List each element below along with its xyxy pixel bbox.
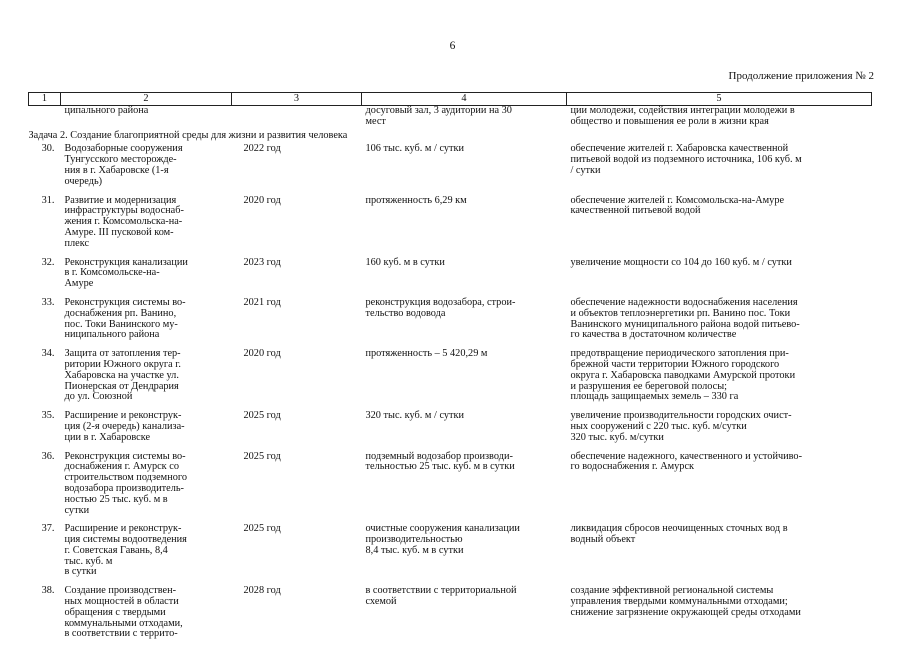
line: 160 куб. м в сутки [365,256,445,268]
header-cell-5: 5 [567,93,872,106]
line: протяженность 6,29 км [365,194,467,206]
cell-year: 2025 год [243,523,281,535]
line: реконструкция водозабора, строи- [365,296,516,308]
cell-name: ципального района [64,105,149,116]
line: ния в г. Хабаровске (1-я [64,164,169,176]
header-cell-4: 4 [362,93,567,106]
cell-name [61,408,232,448]
line: округа г. Хабаровска паводками Амурской протоки [570,369,796,381]
line: в соответствии с территориальной [365,585,517,597]
line: ритории Южного округа г. [64,358,181,370]
line: качественной питьевой водой [570,205,701,217]
line: Реконструкция системы во- [64,450,186,462]
line: го водоснабжения г. Амурск [570,461,695,473]
line: общество и повышения ее роли в жизни края [570,115,769,127]
cell-indicator [362,295,567,346]
cell-name [61,449,232,522]
line: г. Советская Гавань, 8,4 [64,544,168,556]
table-row [29,521,872,583]
line: тельностью 25 тыс. куб. м в сутки [365,461,515,473]
task-row [29,131,872,142]
line: подземный водозабор производи- [365,450,513,462]
line: ликвидация сбросов неочищенных сточных вод в [570,523,788,535]
line: схемой [365,596,397,608]
line: го качества в достаточном количестве [570,329,737,341]
line: Ванинского муниципального района водой питьево- [570,318,800,330]
cell-number: 31. [41,194,55,206]
cell-indicator [362,141,567,192]
line: обеспечение надежности водоснабжения населения [570,296,798,308]
line: Водозаборные сооружения [64,143,183,155]
cell-year: 2025 год [243,450,281,462]
cell-number: 38. [41,585,55,597]
line: / сутки [570,164,601,176]
line: ции в г. Хабаровске [64,431,151,443]
line: коммунальными отходами, [64,617,183,629]
line: ных мощностей в области [64,596,179,608]
cell-indicator [362,346,567,408]
cell-result [567,408,872,448]
line: Пионерская от Дендрария [64,380,179,392]
table-row [29,193,872,255]
line: мест [365,115,386,127]
cell-number: 37. [41,523,55,535]
cell-result [567,521,872,583]
line: предотвращение периодического затопления при- [570,348,789,360]
cell-year: 2025 год [243,410,281,422]
cell-indicator [362,106,567,131]
line: обращения с твердыми [64,606,166,618]
document-body [28,92,871,645]
cell-year: 2023 год [243,256,281,268]
line: и разрушения ее береговой полосы; [570,380,728,392]
line: Амуре [64,278,94,290]
line: 320 тыс. куб. м/сутки [570,431,664,443]
line: тыс. куб. м [64,555,113,567]
line: производительностью [365,534,463,546]
header-row [29,93,872,106]
cell-result [567,193,872,255]
cell-year: 2028 год [243,585,281,597]
program-table [28,92,872,645]
line: Амуре. III пусковой ком- [64,226,174,238]
cell-name [61,255,232,295]
line: Расширение и реконструк- [64,410,182,422]
cell-number: 34. [41,348,55,360]
line: протяженность – 5 420,29 м [365,348,488,360]
table-row [29,141,872,192]
line: до ул. Союзной [64,391,133,403]
line: создание эффективной региональной системы [570,585,774,597]
line: ностью 25 тыс. куб. м в [64,493,168,505]
line: в сутки [64,566,97,578]
line: Защита от затопления тер- [64,348,181,360]
cell-number: 35. [41,410,55,422]
cell-year: 2020 год [243,348,281,360]
cell-name [61,193,232,255]
line: ных сооружений с 220 тыс. куб. м/сутки [570,420,747,432]
line: и объектов теплоэнергетики рп. Ванино пос. Токи [570,307,791,319]
cell-indicator [362,408,567,448]
cell-result [567,106,872,131]
line: Хабаровска на участке ул. [64,369,179,381]
table-row [29,408,872,448]
line: питьевой водой из подземного источника, 106 куб. м [570,154,802,166]
line: досуговый зал, 3 аудитории на 30 [365,105,512,116]
task-heading: Задача 2. Создание благоприятной среды для жизни и развития человека [28,129,348,141]
line: водозабора производитель- [64,482,184,494]
cell-indicator [362,449,567,522]
line: плекс [64,237,90,249]
cell-year: 2022 год [243,143,281,155]
line: в г. Комсомольске-на- [64,267,160,279]
line: водный объект [570,534,636,546]
cell-name [61,521,232,583]
cell-result [567,295,872,346]
line: доснабжения г. Амурск со [64,461,179,473]
line: Тунгусского месторожде- [64,154,177,166]
cell-number: 33. [41,296,55,308]
header-cell-2: 2 [61,93,232,106]
cell-result [567,255,872,295]
line: 8,4 тыс. куб. м в сутки [365,544,464,556]
continuation-row [29,106,872,131]
line: Расширение и реконструк- [64,523,182,535]
table-row [29,295,872,346]
header-cell-1: 1 [29,93,61,106]
cell-indicator [362,521,567,583]
line: обеспечение жителей г. Комсомольска-на-Амуре [570,194,785,206]
cell-number: 36. [41,450,55,462]
header-cell-3: 3 [232,93,362,106]
page-number: 6 [449,40,456,52]
cell-name [61,346,232,408]
line: сутки [64,504,90,516]
line: брежной части территории Южного городского [570,358,780,370]
line: Создание производствен- [64,585,177,597]
line: увеличение мощности со 104 до 160 куб. м / сутки [570,256,792,268]
line: доснабжения рп. Ванино, [64,307,177,319]
cell-number: 30. [41,143,55,155]
cell-year [232,106,362,131]
cell-result [567,449,872,522]
line: обеспечение жителей г. Хабаровска качественной [570,143,789,155]
line: Развитие и модернизация [64,194,177,206]
line: в соответствии с террито- [64,628,178,640]
cell-indicator [362,255,567,295]
cell-indicator [362,193,567,255]
cell-result [567,141,872,192]
cell-indicator [362,583,567,645]
line: строительством подземного [64,472,187,484]
cell-year: 2020 год [243,194,281,206]
line: жения г. Комсомольска-на- [64,216,183,228]
line: 106 тыс. куб. м / сутки [365,143,465,155]
line: управления твердыми коммунальными отходами; [570,596,788,608]
line: снижение загрязнение окружающей среды отходами [570,606,801,618]
table-row [29,583,872,645]
cell-number [29,106,61,131]
cell-name [61,583,232,645]
line: обеспечение надежного, качественного и устойчиво- [570,450,803,462]
line: инфраструктуры водоснаб- [64,205,184,217]
line: Реконструкция системы во- [64,296,186,308]
cell-year: 2021 год [243,296,281,308]
line: пос. Токи Ванинского му- [64,318,178,330]
cell-result [567,583,872,645]
table-row [29,449,872,522]
line: ция системы водоотведения [64,534,187,546]
line: ниципального района [64,329,160,341]
cell-name [61,141,232,192]
line: Реконструкция канализации [64,256,188,268]
appendix-label: Продолжение приложения № 2 [728,70,874,82]
line: ция (2-я очередь) канализа- [64,420,185,432]
cell-result [567,346,872,408]
line: очередь) [64,175,103,187]
table-row [29,346,872,408]
table-row [29,255,872,295]
cell-name [61,295,232,346]
line: очистные сооружения канализации [365,523,520,535]
cell-number: 32. [41,256,55,268]
line: площадь защищаемых земель – 330 га [570,391,739,403]
line: увеличение производительности городских очист- [570,410,792,422]
line: тельство водовода [365,307,446,319]
line: 320 тыс. куб. м / сутки [365,410,465,422]
line: ции молодежи, содействия интеграции молодежи в [570,105,795,116]
